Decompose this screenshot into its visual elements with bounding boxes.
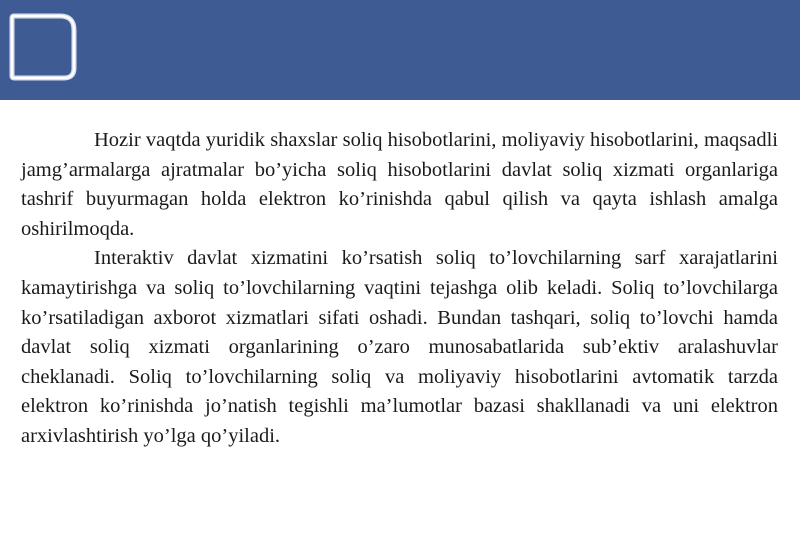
paragraph: Hozir vaqtda yuridik shaxslar soliq hisobotlarini, moliyaviy hisobotlarini, maqsadli jamg’armalarga ajratmalar bo’yicha soliq hisobotlarini davlat soliq xizmati organlariga tashrif buyurmagan holda elektron ko’rinishda qabul qilish va qayta ishlash amalga oshirilmoqda. — [21, 129, 778, 240]
header-band — [0, 0, 800, 100]
rounded-square-frame-icon — [8, 12, 78, 82]
document-body — [21, 126, 778, 452]
paragraph: Interaktiv davlat xizmatini ko’rsatish soliq to’lovchilarning sarf xarajatlarini kamaytirishga va soliq to’lovchilarning vaqtini tejashga olib keladi. Soliq to’lovchilarga ko’rsatiladigan axborot xizmatlari sifati oshadi. Bundan tashqari, soliq to’lovchi hamda davlat soliq xizmati organlarining o’zaro munosabatlarida sub’ektiv aralashuvlar cheklanadi. Soliq to’lovchilarning soliq va moliyaviy hisobotlarini avtomatik tarzda elektron ko’rinishda jo’natish tegishli ma’lumotlar bazasi shakllanadi va uni elektron arxivlashtirish yo’lga qo’yiladi. — [21, 247, 778, 447]
